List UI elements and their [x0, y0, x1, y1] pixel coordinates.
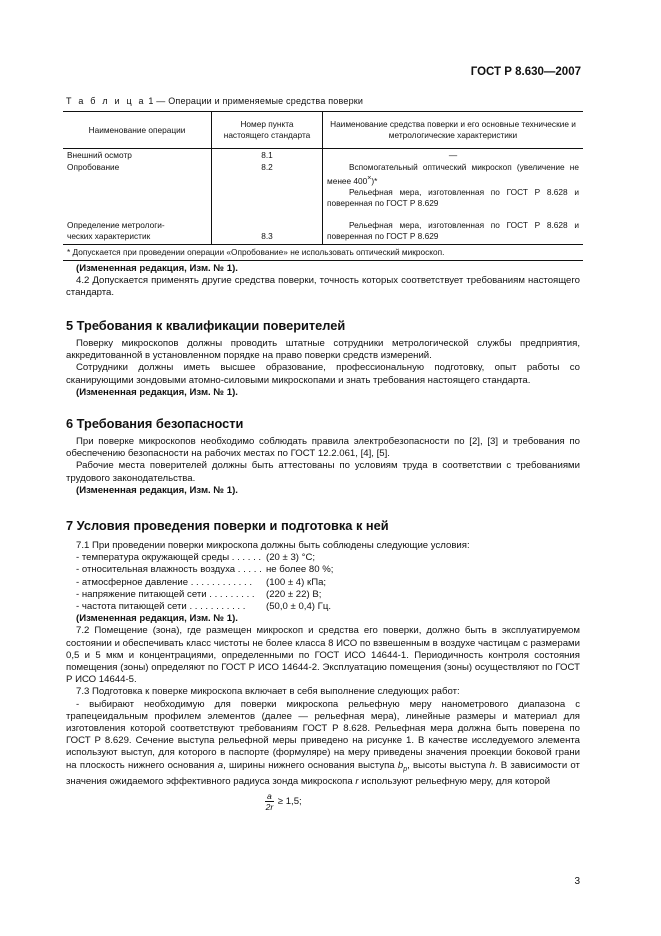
clause-7-2: 7.2 Помещение (зона), где размещен микроскоп и средства его поверки, должно быть в эксплуатируемом состоянии и обеспечивать класс чистоты не более класса 8 ИСО по взвешенным в воздухе частицам с размерами 0,5 и 5 мкм и концентрациями, определенными по ГОСТ ИСО 14644-1. Периодичность контроля состояния помещения (зоны) определяют по ГОСТ Р ИСО 14644-2. Эксплуатацию помещения (зоны) осуществляют по ГОСТ Р ИСО 14644-5. [66, 625, 580, 686]
cell-operation: Определение метрологи- ческих характеристик [63, 219, 212, 245]
document-header: ГОСТ Р 8.630—2007 [470, 66, 581, 78]
header-clause: Номер пункта настоящего стандарта [212, 112, 323, 149]
formula-relation: ≥ 1,5; [277, 796, 302, 807]
section-5-paragraph: Поверку микроскопов должны проводить штатные сотрудники метрологической службы предприятия, аккредитованной в установленном порядке на право поверки средств измерений. [66, 338, 580, 362]
table-caption-lead: Т а б л и ц а [66, 96, 146, 106]
means-microscope: Вспомогательный оптический микроскоп (увеличение не менее 400×)* [327, 162, 579, 186]
formula-denominator: 2r [265, 802, 274, 812]
amendment-note: (Измененная редакция, Изм. № 1). [76, 613, 238, 625]
amendment-note: (Измененная редакция, Изм. № 1). [76, 386, 238, 398]
section-5-paragraph: Сотрудники должны иметь высшее образование, профессиональную подготовку, опыт работы со сканирующими зондовыми атомно-силовыми микроскопами и знать требования настоящего стандарта. [66, 362, 580, 386]
formula-numerator: a [267, 791, 272, 801]
cell-clause: 8.1 [212, 149, 323, 162]
amendment-note: (Измененная редакция, Изм. № 1). [76, 263, 238, 274]
formula [265, 791, 302, 812]
section-4-tail [66, 263, 580, 300]
cell-means [323, 161, 584, 219]
clause-7-1: 7.1 При проведении поверки микроскопа должны быть соблюдены следующие условия: [76, 540, 470, 551]
condition-item: - температура окружающей среды . . . . . . (20 ± 3) °С; [76, 552, 316, 564]
table-caption-title: 1 — Операции и применяемые средства поверки [148, 96, 364, 106]
page-number: 3 [574, 876, 580, 887]
clause-4-2: 4.2 Допускается применять другие средства поверки, точность которых соответствует требованиям настоящего стандарта. [66, 275, 580, 299]
section-7-body [66, 540, 580, 788]
table-row [63, 219, 583, 245]
conditions-list [66, 552, 580, 613]
cell-means: Рельефная мера, изготовленная по ГОСТ Р 8.628 и поверенная по ГОСТ Р 8.629 [323, 219, 584, 245]
table-footnote: * Допускается при проведении операции «Опробование» не использовать оптический микроскоп. [63, 244, 583, 260]
table-footnote-row [63, 244, 583, 260]
table-row [63, 149, 583, 162]
header-means: Наименование средства поверки и его основные технические и метрологические характеристики [323, 112, 584, 149]
condition-item: - относительная влажность воздуха . . . . . не более 80 %; [76, 564, 334, 576]
section-6-title: 6 Требования безопасности [66, 416, 244, 431]
section-5-title: 5 Требования к квалификации поверителей [66, 318, 346, 333]
cell-operation: Опробование [67, 162, 120, 172]
section-6-body [66, 436, 580, 497]
cell-operation: Внешний осмотр [67, 150, 132, 160]
cell-clause: 8.2 [212, 161, 323, 219]
section-6-paragraph: При поверке микроскопов необходимо соблюдать правила электробезопасности по [2], [3] и требования по обеспечению безопасности на рабочих местах по ГОСТ 12.2.061, [4], [5]. [66, 436, 580, 460]
table-caption [66, 96, 363, 106]
formula-fraction [265, 791, 274, 812]
cell-clause: 8.3 [212, 219, 323, 245]
clause-7-3: 7.3 Подготовка к поверке микроскопа включает в себя выполнение следующих работ: [76, 686, 460, 698]
table-row [63, 161, 583, 219]
clause-7-3-item: - выбирают необходимую для поверки микроскопа рельефную меру нанометрового диапазона с трапецеидальным профилем элементов (далее — рельефная мера), линейные размеры и материал для изготовления которой соответствуют требованиям ГОСТ Р 8.628. Рельефная мера должна быть поверена по ГОСТ Р 8.629. Сечение выступа рельефной меры приведено на рисунке 1. В качестве исследуемого элемента используют выступ, для которого в паспорте (формуляре) на меру приведены значения проекции боковой грани на плоскость нижнего основания a, ширины нижнего основания выступа $b_p$, высоты выступа h. В зависимости от значения ожидаемого эффективного радиуса зонда микроскопа r используют рельефную меру, для которой [66, 698, 580, 787]
operations-table [63, 111, 583, 261]
section-7-title: 7 Условия проведения поверки и подготовка к ней [66, 518, 389, 533]
section-5-body [66, 338, 580, 399]
condition-item: - атмосферное давление . . . . . . . . . . . . (100 ± 4) кПа; [76, 576, 327, 588]
cell-means: — [448, 150, 458, 160]
condition-item: - частота питающей сети . . . . . . . . . . . (50,0 ± 0,4) Гц. [76, 601, 332, 613]
header-operation: Наименование операции [63, 112, 212, 149]
condition-item: - напряжение питающей сети . . . . . . . . . (220 ± 22) В; [76, 588, 322, 600]
table-header-row [63, 112, 583, 149]
means-relief-measure: Рельефная мера, изготовленная по ГОСТ Р 8.628 и поверенная по ГОСТ Р 8.629 [327, 186, 579, 208]
amendment-note: (Измененная редакция, Изм. № 1). [76, 484, 238, 496]
section-6-paragraph: Рабочие места поверителей должны быть аттестованы по условиям труда в соответствии с требованиями трудового законодательства. [66, 460, 580, 484]
